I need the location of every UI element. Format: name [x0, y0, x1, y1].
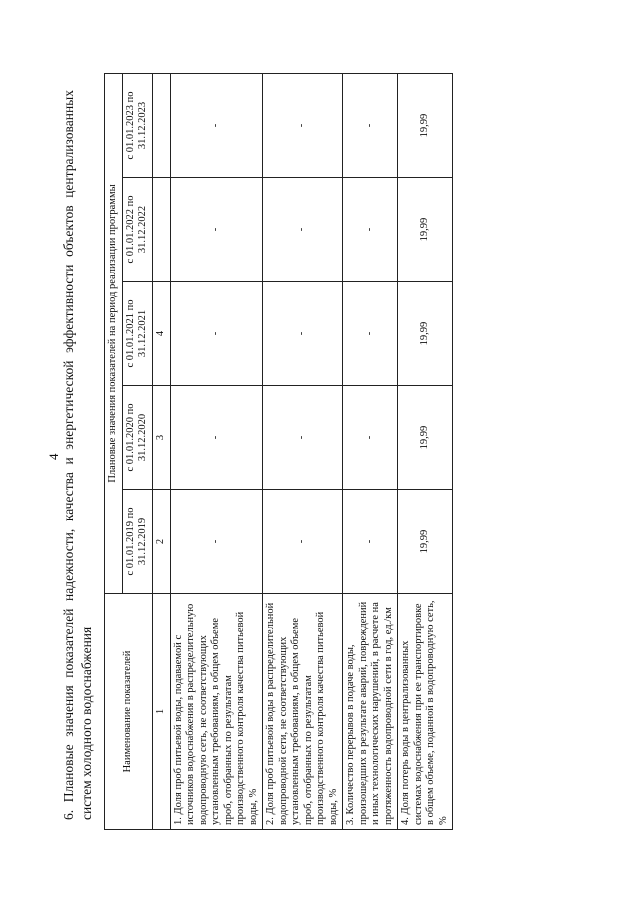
- indicator-value: -: [170, 386, 263, 490]
- indicator-value: -: [343, 490, 398, 594]
- indicator-value: -: [170, 282, 263, 386]
- column-number: 1: [152, 594, 170, 830]
- indicator-value: -: [170, 490, 263, 594]
- table-header-row: [105, 73, 123, 829]
- indicator-value: 19,99: [398, 282, 453, 386]
- indicator-value: -: [263, 386, 343, 490]
- indicator-value: -: [343, 282, 398, 386]
- indicator-name: 3. Количество перерывов в подаче воды, произошедших в результате аварий, повреждений и иных технологических нарушений, в расчете на протяженность водопроводной сети в год, ед./км: [343, 594, 398, 830]
- header-period-2022: с 01.01.2022 по 31.12.2022: [122, 178, 152, 282]
- indicator-value: -: [263, 178, 343, 282]
- column-number: 4: [152, 282, 170, 386]
- table-column-number-row: [152, 73, 170, 829]
- document-page: [40, 40, 600, 860]
- header-period-2021: с 01.01.2021 по 31.12.2021: [122, 282, 152, 386]
- indicator-value: -: [263, 490, 343, 594]
- table-row: [263, 73, 343, 829]
- page-number: 4: [46, 453, 61, 460]
- column-number: 2: [152, 490, 170, 594]
- column-number: 3: [152, 386, 170, 490]
- indicator-name: 4. Доля потерь воды в централизованных системах водоснабжения при ее транспортировке в общем объеме, поданной в водопроводную сеть, %: [398, 594, 453, 830]
- indicator-value: -: [343, 178, 398, 282]
- indicator-value: -: [170, 73, 263, 177]
- indicator-value: -: [343, 386, 398, 490]
- header-period-2020: с 01.01.2020 по 31.12.2020: [122, 386, 152, 490]
- indicator-value: 19,99: [398, 386, 453, 490]
- table-row: [170, 73, 263, 829]
- header-period-2019: с 01.01.2019 по 31.12.2019: [122, 490, 152, 594]
- indicator-value: -: [263, 282, 343, 386]
- table-row: [343, 73, 398, 829]
- indicator-value: -: [170, 178, 263, 282]
- indicator-name: 2. Доля проб питьевой воды в распределительной водопроводной сети, не соответствующих установленным требованиям, в общем объеме проб, отобранных по результатам производственного контроля качества питьевой воды, %: [263, 594, 343, 830]
- header-period-2023: с 01.01.2023 по 31.12.2023: [122, 73, 152, 177]
- column-number: [152, 73, 170, 177]
- section-heading: 6. Плановые значения показателей надежности, качества и энергетической эффективности объектов централизованных систем холодного водоснабжения: [61, 90, 94, 820]
- column-number: [152, 178, 170, 282]
- indicator-value: -: [343, 73, 398, 177]
- header-indicator-name: Наименование показателей: [105, 594, 153, 830]
- indicator-value: 19,99: [398, 490, 453, 594]
- indicator-name: 1. Доля проб питьевой воды, подаваемой с источников водоснабжения в распределительную водопроводную сеть, не соответствующих установленным требованиям, в общем объеме проб, отобранных по результатам производственного контроля качества питьевой воды, %: [170, 594, 263, 830]
- indicators-table: [104, 73, 453, 830]
- table-row: [398, 73, 453, 829]
- indicator-value: -: [263, 73, 343, 177]
- indicator-value: 19,99: [398, 178, 453, 282]
- header-planned-values: Плановые значения показателей на период реализации программы: [105, 73, 123, 593]
- indicator-value: 19,99: [398, 73, 453, 177]
